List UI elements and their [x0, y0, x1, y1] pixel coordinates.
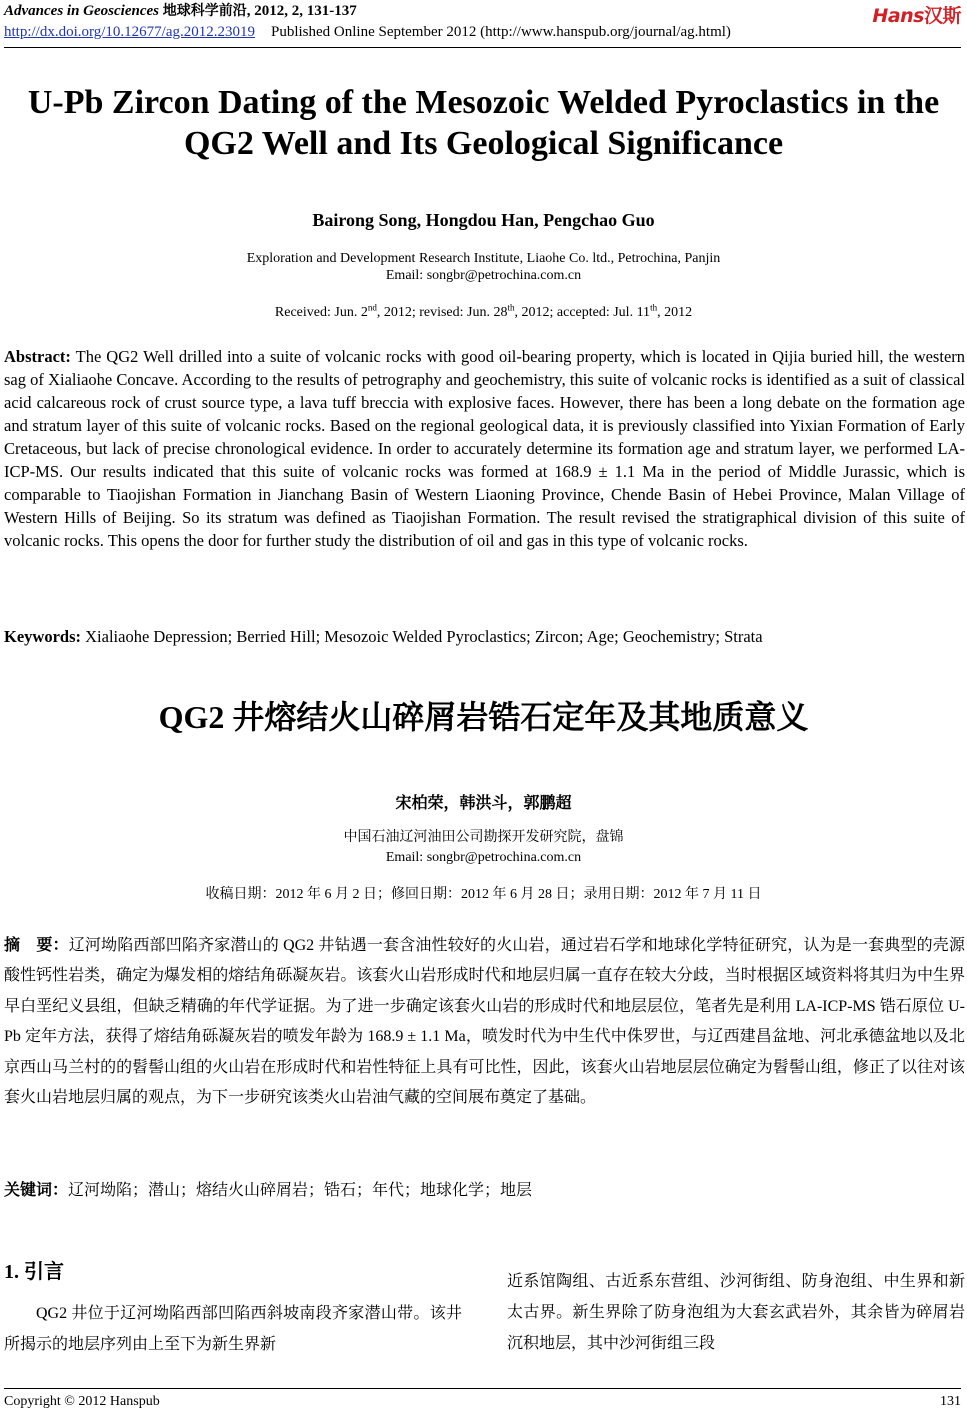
- abstract-text: The QG2 Well drilled into a suite of volcanic rocks with good oil-bearing property, which is located in Qijia buried hill, the western sag of Xialiaohe Concave. According to the results of petrography and geochemistry, this suite of volcanic rocks is identified as a suit of classical acid calcareous rock of crust source type, a lava tuff breccia with explosive faces. However, there has been a long debate on the formation age and stratum layer of this suite of volcanic rocks. Based on the regional geological data, it is previously classified into Yixian Formation of Early Cretaceous, but lack of precise chronological evidence. In order to accurately determine its formation age and stratum layer, we performed LA-ICP-MS. Our results indicated that this suite of volcanic rocks was formed at 168.9 ± 1.1 Ma in the period of Middle Jurassic, which is comparable to Tiaojishan Formation in Jianchang Basin of Western Liaoning Province, Chende Basin of Hebei Province, Malan Village of Western Hills of Beijing. So its stratum was defined as Tiaojishan Formation. The result revised the stratigraphical division of this suite of volcanic rocks. This opens the door for further study the distribution of oil and gas in this type of volcanic rocks.: [4, 347, 966, 550]
- keywords-text: Xialiaohe Depression; Berried Hill; Mesozoic Welded Pyroclastics; Zircon; Age; Geochemistry; Strata: [85, 627, 763, 646]
- english-affiliation: Exploration and Development Research Institute, Liaohe Co. ltd., Petrochina, Panjin: [246, 251, 721, 266]
- copyright: Copyright © 2012 Hanspub: [4, 1394, 160, 1409]
- footer-rule: [4, 1388, 961, 1389]
- english-abstract: [4, 345, 965, 552]
- journal-name-cn: 地球科学前沿: [162, 3, 247, 19]
- page-number: 131: [940, 1394, 961, 1409]
- chinese-abstract: [4, 930, 965, 1113]
- accepted-date: , 2012; accepted: Jul. 11: [514, 305, 651, 320]
- chinese-authors: 宋柏荣，韩洪斗，郭鹏超: [395, 795, 572, 812]
- volume-info: , 2012, 2, 131-137: [246, 3, 357, 19]
- body-left-column: QG2 井位于辽河坳陷西部凹陷西斜坡南段齐家潜山带。该井所揭示的地层序列由上至下为新生界新: [4, 1305, 462, 1353]
- chinese-affiliation: 中国石油辽河油田公司勘探开发研究院，盘锦: [343, 830, 624, 845]
- accepted-sup: th: [650, 302, 658, 313]
- chinese-keywords-text: 辽河坳陷；潜山；熔结火山碎屑岩；锆石；年代；地球化学；地层: [68, 1182, 533, 1199]
- published-online: Published Online September 2012 (http://www.hanspub.org/journal/ag.html): [270, 24, 731, 40]
- keywords-label: Keywords:: [4, 627, 81, 646]
- journal-name: Advances in Geosciences: [4, 3, 159, 19]
- journal-header: [4, 2, 961, 20]
- chinese-dates: 收稿日期：2012 年 6 月 2 日；修回日期：2012 年 6 月 28 日；录用日期：2012 年 7 月 11 日: [205, 887, 762, 902]
- doi-row: [4, 23, 961, 41]
- received-sup: nd: [367, 302, 377, 313]
- english-authors: Bairong Song, Hongdou Han, Pengchao Guo: [312, 210, 655, 230]
- body-right-column: 近系馆陶组、古近系东营组、沙河街组、防身泡组、中生界和新太古界。新生界除了防身泡组为大套玄武岩外，其余皆为碎屑岩沉积地层，其中沙河街组三段: [507, 1273, 965, 1352]
- section-heading: 1. 引言: [4, 1261, 64, 1283]
- english-keywords: [4, 625, 965, 648]
- logo-hans-text: Hans: [872, 5, 924, 27]
- chinese-abstract-label: 摘 要：: [4, 935, 69, 954]
- chinese-email: Email: songbr@petrochina.com.cn: [385, 850, 582, 865]
- accepted-year: , 2012: [657, 305, 693, 320]
- header-rule: [4, 47, 961, 48]
- logo-cn-text: 汉斯: [923, 5, 961, 27]
- revised-sup: th: [507, 302, 515, 313]
- chinese-title: QG2 井熔结火山碎屑岩锆石定年及其地质意义: [158, 699, 809, 735]
- received-date: Received: Jun. 2: [274, 305, 368, 320]
- abstract-label: Abstract:: [4, 347, 71, 366]
- chinese-abstract-text: 辽河坳陷西部凹陷齐家潜山的 QG2 井钻遇一套含油性较好的火山岩，通过岩石学和地球化学特征研究，认为是一套典型的壳源酸性钙性岩类，确定为爆发相的熔结角砾凝灰岩。该套火山岩形成时代和地层归属一直存在较大分歧，当时根据区域资料将其归为中生界早白垩纪义县组，但缺乏精确的年代学证据。为了进一步确定该套火山岩的形成时代和地层层位，笔者先是利用 LA-ICP-MS 锆石原位 U-Pb 定年方法，获得了熔结角砾凝灰岩的喷发年龄为 168.9 ± 1.1 Ma，喷发时代为中生代中侏罗世，与辽西建昌盆地、河北承德盆地以及北京西山马兰村的的髫髻山组的火山岩在形成时代和岩性特征上具有可比性，因此，该套火山岩地层层位确定为髫髻山组，修正了以往对该套火山岩地层归属的观点，为下一步研究该类火山岩油气藏的空间展布奠定了基础。: [4, 937, 965, 1107]
- revised-date: , 2012; revised: Jun. 28: [376, 305, 508, 320]
- doi-link[interactable]: http://dx.doi.org/10.12677/ag.2012.23019: [4, 24, 255, 40]
- english-title: U-Pb Zircon Dating of the Mesozoic Welded Pyroclastics in the QG2 Well and Its Geological Significance: [27, 84, 940, 162]
- english-dates: [0, 304, 967, 321]
- chinese-keywords: [4, 1178, 965, 1203]
- chinese-keywords-label: 关键词：: [4, 1180, 69, 1199]
- english-email: Email: songbr@petrochina.com.cn: [385, 268, 582, 283]
